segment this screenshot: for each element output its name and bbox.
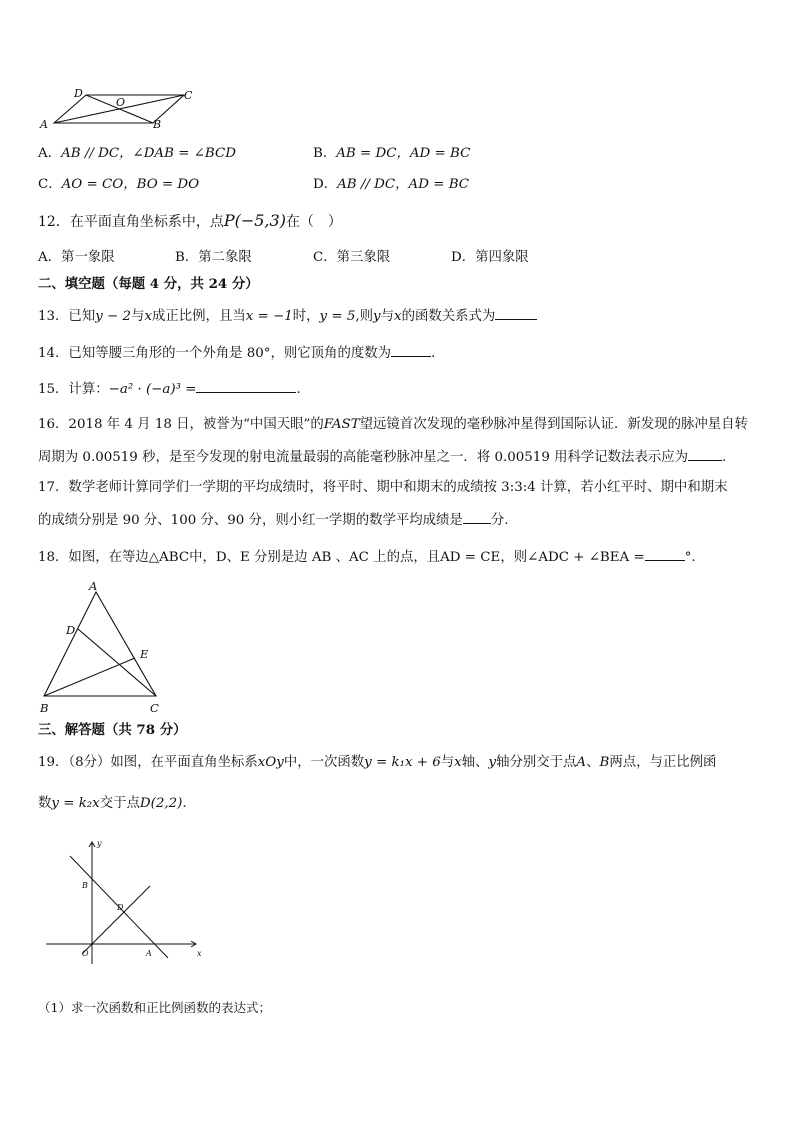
- q19-proportional-function: y = k₂x: [51, 796, 100, 811]
- triangle-figure: [34, 578, 168, 718]
- q15-expr: −a² · (−a)³ =: [108, 382, 197, 397]
- q14-text: 14．已知等腰三角形的一个外角是 80°，则它顶角的度数为: [38, 346, 392, 361]
- q12-tail: 在（ ）: [285, 214, 342, 230]
- q13-expr: x: [144, 309, 152, 324]
- q13: [38, 305, 764, 327]
- label-x: x: [197, 949, 202, 958]
- q19-text: 交于点: [99, 796, 140, 811]
- segment-be: [44, 658, 135, 696]
- q15-answer-blank[interactable]: [196, 378, 296, 393]
- q13-part: 成正比例，且当: [152, 309, 246, 324]
- q11-option-c: [38, 175, 199, 195]
- q19-text: 中，一次函数: [283, 755, 365, 770]
- label-b: B: [82, 881, 88, 890]
- label-c: C: [184, 89, 193, 102]
- q13-part: 与: [131, 309, 145, 324]
- q19-text: 、: [586, 755, 600, 770]
- q19-point-a: A: [576, 755, 587, 770]
- q12-option-c: C．第三象限: [313, 250, 391, 265]
- q11-option-a-letter: A．: [38, 146, 62, 161]
- q18-condition: AD = CE: [440, 550, 501, 565]
- q19-sub-1: （1）求一次函数和正比例函数的表达式；: [38, 1000, 271, 1015]
- q16-text: 望远镜首次发现的毫秒脉冲星得到国际认证．新发现的脉冲星自转: [359, 417, 748, 432]
- q19-text: 两点，与正比例函: [609, 755, 717, 770]
- q18-answer-blank[interactable]: [645, 546, 685, 561]
- q19-text: 轴、: [461, 755, 489, 770]
- q17-answer-blank[interactable]: [463, 509, 491, 524]
- q13-answer-blank[interactable]: [495, 305, 537, 320]
- q16-text: 周期为 0.00519 秒，是至今发现的射电流量最弱的高能毫秒脉冲星之一．将 0.00519 用科学记数法表示应为: [38, 450, 689, 465]
- q13-part: 与: [380, 309, 394, 324]
- q12-stem-text: 12．在平面直角坐标系中，点: [38, 214, 224, 230]
- q18-unit: °.: [684, 550, 696, 565]
- q11-option-b: [313, 144, 470, 164]
- section-2-heading: 二、填空题（每题 4 分，共 24 分）: [38, 276, 259, 292]
- parallelogram-figure: [36, 86, 196, 132]
- q16-text: 16．2018 年 4 月 18 日，被誉为“中国天眼”的: [38, 417, 324, 432]
- q11-option-b-expr: AB = DC，AD = BC: [336, 146, 471, 161]
- q16-line-2: [38, 446, 764, 468]
- q13-expr: y = 5: [319, 309, 356, 324]
- q11-option-a: [38, 144, 236, 164]
- q19-text: 数: [38, 796, 52, 811]
- segment-dc: [78, 629, 156, 696]
- q12-option-b: B．第二象限: [175, 250, 252, 265]
- q17-end: 分.: [490, 513, 509, 528]
- label-a: A: [89, 579, 98, 593]
- label-o: O: [116, 96, 126, 109]
- q11-option-b-letter: B．: [313, 146, 337, 161]
- q17-line-1: 17．数学老师计算同学们一学期的平均成绩时，将平时、期中和期末的成绩按 3:3:4 计算，若小红平时、期中和期末: [38, 480, 728, 495]
- triangle-abc: [44, 592, 156, 696]
- q19-x: x: [454, 755, 462, 770]
- q17-line-2: [38, 509, 764, 531]
- label-e: E: [140, 647, 149, 661]
- q18-triangle: △ABC: [148, 550, 190, 565]
- q13-part: 的函数关系式为: [401, 309, 496, 324]
- q12-point: P(−5,3): [223, 211, 286, 230]
- q18-ask: ∠ADC + ∠BEA =: [527, 550, 645, 565]
- q11-option-c-letter: C．: [38, 177, 62, 192]
- q13-expr: y: [373, 309, 381, 324]
- q17-text: 的成绩分别是 90 分、100 分、90 分，则小红一学期的数学平均成绩是: [38, 513, 463, 528]
- label-d: D: [74, 87, 83, 100]
- q13-part: 13．已知: [38, 309, 96, 324]
- q16-answer-blank[interactable]: [688, 446, 722, 461]
- q19-line-2: [38, 794, 764, 814]
- q19-linear-function: y = k₁x + 6: [364, 755, 441, 770]
- label-d: D: [117, 903, 124, 912]
- q11-option-d-expr: AB // DC，AD = BC: [337, 177, 470, 192]
- section-3-heading: 三、解答题（共 78 分）: [38, 722, 187, 738]
- q16-line-1: [38, 415, 764, 435]
- q13-expr: x = −1: [245, 309, 293, 324]
- label-a: A: [40, 118, 48, 131]
- label-c: C: [150, 701, 159, 715]
- q15: [38, 378, 764, 400]
- q14-end: .: [431, 346, 436, 361]
- q19-text: 与: [440, 755, 455, 770]
- q16-fast: FAST: [323, 417, 360, 432]
- label-y: y: [97, 839, 102, 848]
- label-o: O: [82, 949, 89, 958]
- q19-point-d: D(2,2): [139, 796, 183, 811]
- q19-xoy: xOy: [257, 755, 284, 770]
- q12-option-a: A．第一象限: [38, 250, 115, 265]
- q19-y: y: [488, 755, 497, 770]
- q13-part: ,则: [355, 309, 374, 324]
- q18-text: 中，D、E 分别是边 AB 、AC 上的点，且: [189, 550, 441, 565]
- label-d: D: [66, 623, 76, 637]
- q13-expr: y − 2: [95, 309, 132, 324]
- label-b: B: [40, 701, 49, 715]
- q13-part: 时，: [292, 309, 320, 324]
- q18-text: ，则: [500, 550, 528, 565]
- q18: [38, 546, 764, 568]
- label-b: B: [153, 118, 162, 131]
- q12-stem: [38, 211, 764, 232]
- q19-point-b: B: [599, 755, 610, 770]
- q15-label: 15．计算：: [38, 382, 109, 397]
- q11-option-d-letter: D．: [313, 177, 338, 192]
- q13-expr: x: [394, 309, 402, 324]
- q11-option-d: [313, 175, 469, 195]
- q18-text: 18．如图，在等边: [38, 550, 149, 565]
- q19-line-1: [38, 753, 764, 773]
- q11-option-c-expr: AO = CO，BO = DO: [61, 177, 200, 192]
- q11-option-a-expr: AB // DC，∠DAB = ∠BCD: [61, 146, 236, 161]
- q16-end: .: [722, 450, 727, 465]
- q19-text: 19．（8分）如图，在平面直角坐标系: [38, 755, 258, 770]
- q19-end: .: [182, 796, 187, 811]
- q19-text: 轴分别交于点: [496, 755, 577, 770]
- q14-answer-blank[interactable]: [391, 342, 431, 357]
- q14: [38, 342, 764, 364]
- q15-end: .: [296, 382, 301, 397]
- label-a: A: [146, 949, 152, 958]
- q12-option-d: D．第四象限: [451, 250, 529, 265]
- coordinate-figure: [40, 836, 210, 970]
